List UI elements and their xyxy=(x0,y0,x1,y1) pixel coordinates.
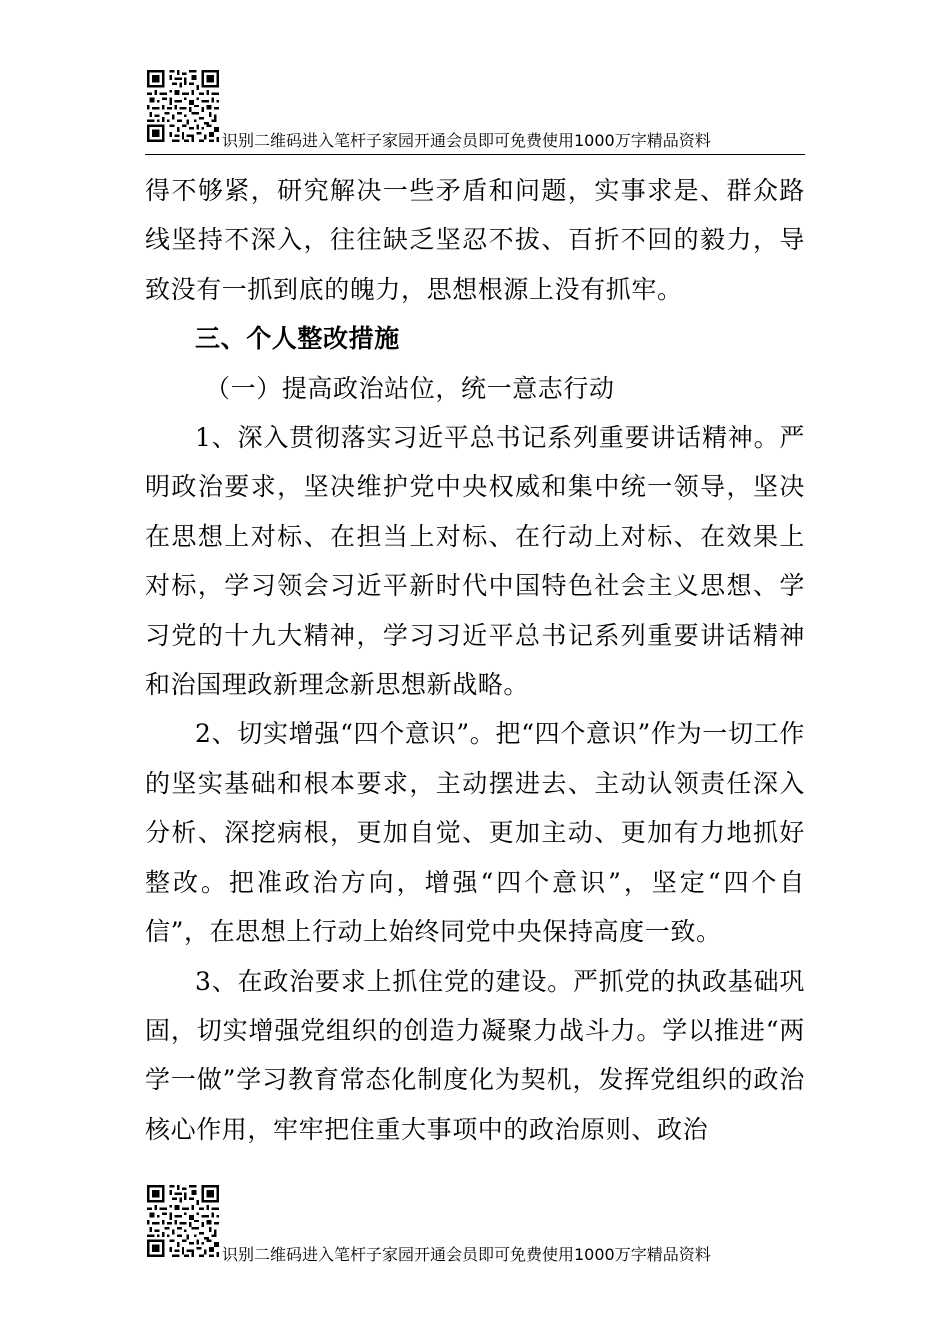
document-body xyxy=(145,166,805,1154)
header-divider xyxy=(145,154,805,155)
continued-paragraph: 得不够紧，研究解决一些矛盾和问题，实事求是、群众路线坚持不深入，往往缺乏坚忍不拔、百折不回的毅力，导致没有一抓到底的魄力，思想根源上没有抓牢。 xyxy=(145,176,805,304)
paragraph-1: 1、深入贯彻落实习近平总书记系列重要讲话精神。严明政治要求，坚决维护党中央权威和集中统一领导，坚决在思想上对标、在担当上对标、在行动上对标、在效果上对标，学习领会习近平新时代中国特色社会主义思想、学习党的十九大精神，学习习近平总书记系列重要讲话精神和治国理政新理念新思想新战略。 xyxy=(145,423,805,700)
footer-banner-text: 识别二维码进入笔杆子家园开通会员即可免费使用1000万字精品资料 xyxy=(222,1245,711,1264)
paragraph-3: 3、在政治要求上抓住党的建设。严抓党的执政基础巩固，切实增强党组织的创造力凝聚力战斗力。学以推进“两学一做”学习教育常态化制度化为契机，发挥党组织的政治核心作用，牢牢把住重大事项中的政治原则、政治 xyxy=(145,966,805,1144)
qr-code-icon xyxy=(147,70,219,142)
paragraph-2: 2、切实增强“四个意识”。把“四个意识”作为一切工作的坚实基础和根本要求，主动摆进去、主动认领责任深入分析、深挖病根，更加自觉、更加主动、更加有力地抓好整改。把准政治方向，增强“四个意识”，坚定“四个自信”，在思想上行动上始终同党中央保持高度一致。 xyxy=(145,719,805,947)
section-heading: 三、个人整改措施 xyxy=(195,324,400,354)
header-banner-text: 识别二维码进入笔杆子家园开通会员即可免费使用1000万字精品资料 xyxy=(222,131,711,150)
subsection-heading: （一）提高政治站位，统一意志行动 xyxy=(205,373,615,403)
qr-code-icon xyxy=(147,1185,219,1257)
